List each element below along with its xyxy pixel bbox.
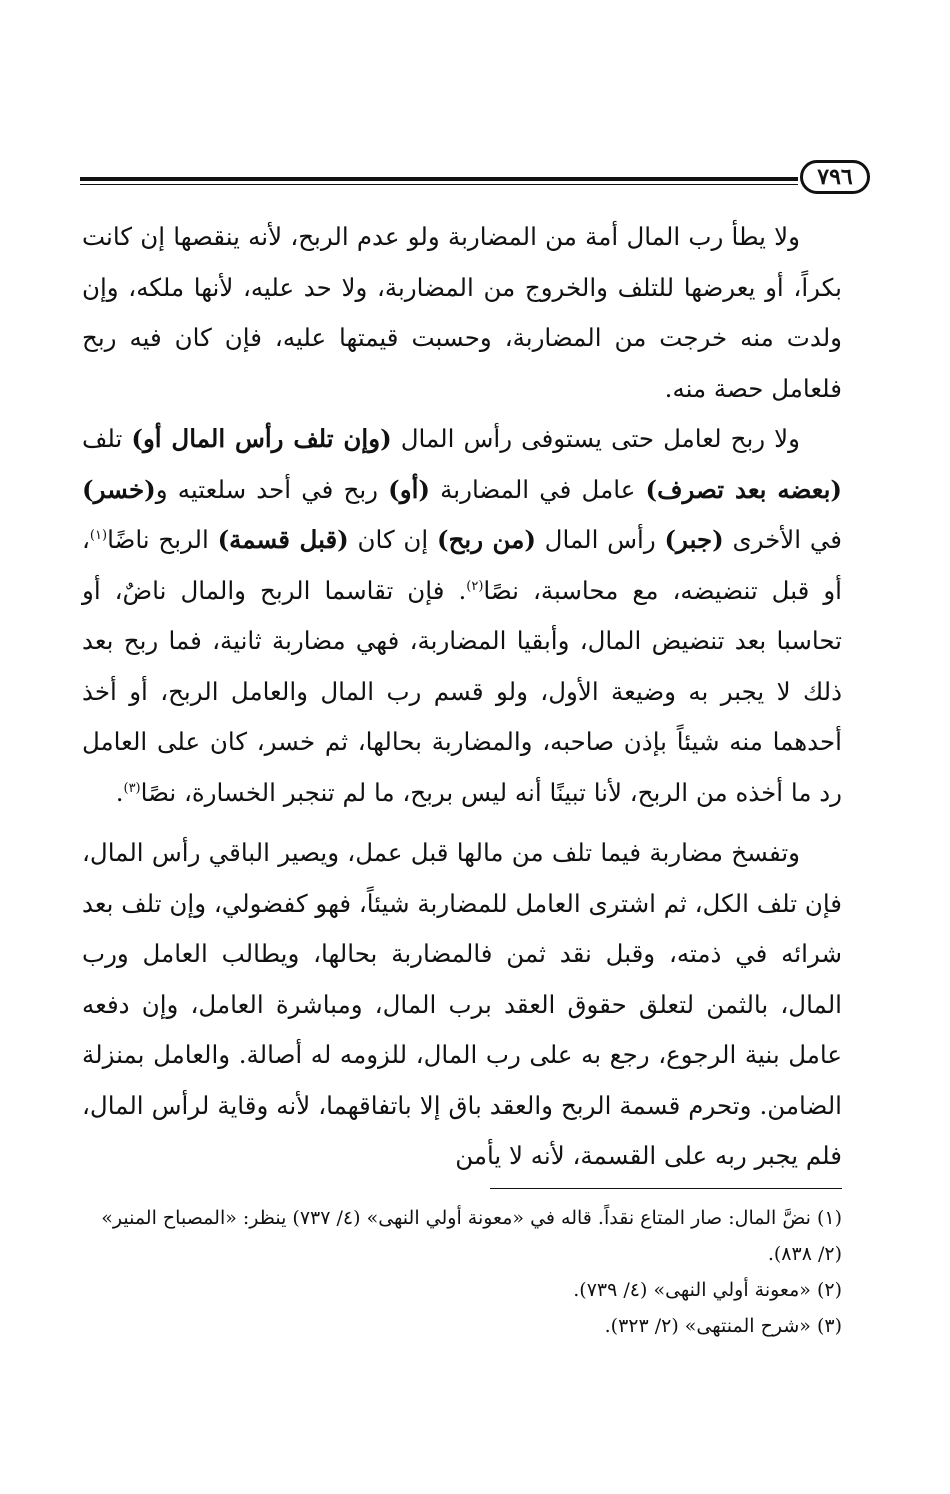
- text-run: ، أو قبل تنضيضه، مع محاسبة، نصًا: [82, 525, 842, 605]
- footnotes: [82, 1200, 842, 1344]
- matn-quote: (من ربح): [436, 525, 536, 554]
- text-run: في الأخرى: [723, 525, 842, 554]
- footnote-text: «معونة أولي النهى» (٤/ ٧٣٩).: [573, 1279, 811, 1301]
- footnote-separator: [490, 1188, 842, 1189]
- footnote-number: (١): [816, 1207, 842, 1229]
- footnote-2: [82, 1272, 842, 1308]
- text-run: الربح ناضًا: [107, 525, 218, 554]
- footnote-text: نضَّ المال: صار المتاع نقداً. قاله في «معونة أولي النهى» (٤/ ٧٣٧) ينظر: «المصباح المنير» (٢/ ٨٣٨).: [101, 1207, 842, 1265]
- text-run: تلف: [82, 424, 132, 453]
- footnote-ref-3[interactable]: (٣): [123, 780, 141, 796]
- footnote-number: (٢): [816, 1279, 842, 1301]
- text-run: إن كان: [348, 525, 437, 554]
- paragraph-3: وتفسخ مضاربة فيما تلف من مالها قبل عمل، ويصير الباقي رأس المال، فإن تلف الكل، ثم اشترى العامل للمضاربة شيئاً، فهو كفضولي، وإن تلف بعد شرائه في ذمته، وقبل نقد ثمن فالمضاربة بحالها، ويطالب العامل ورب المال، بالثمن لتعلق حقوق العقد برب المال، ومباشرة العامل، وإن دفعه عامل بنية الرجوع، رجع به على رب المال، للزومه له أصالة. والعامل بمنزلة الضامن. وتحرم قسمة الربح والعقد باق إلا باتفاقهما، لأنه وقاية لرأس المال، فلم يجبر ربه على القسمة، لأنه لا يأمن: [82, 838, 842, 1170]
- matn-quote: (أو): [388, 474, 430, 504]
- footnote-ref-1[interactable]: (١): [89, 527, 108, 543]
- footnote-1: [82, 1200, 842, 1272]
- text-run: . فإن تقاسما الربح والمال ناضٌ، أو تحاسبا بعد تنضيض المال، وأبقيا المضاربة، فهي مضاربة ثانية، فما ربح بعد ذلك لا يجبر به وضيعة الأول، ولو قسم رب المال والعامل الربح، أو أخذ أحدهما منه شيئاً بإذن صاحبه، والمضاربة بحالها، ثم خسر، كان على العامل رد ما أخذه من الربح، لأنا تبينًا أنه ليس بربح، ما لم تنجبر الخسارة، نصًا: [82, 575, 842, 807]
- header-rule-thick: [80, 177, 798, 181]
- matn-quote: (وإن تلف رأس المال أو): [131, 424, 392, 453]
- header-rule-thin: [80, 184, 798, 185]
- matn-quote: (جبر): [664, 525, 724, 554]
- matn-quote: (قبل قسمة): [217, 525, 349, 554]
- text-run: رأس المال: [535, 525, 665, 554]
- footnote-text: «شرح المنتهى» (٢/ ٣٢٣).: [604, 1315, 811, 1337]
- text-run: .: [115, 777, 124, 807]
- footnote-3: [82, 1308, 842, 1344]
- text-run: ولا ربح لعامل حتى يستوفى رأس المال: [391, 424, 800, 453]
- matn-quote: (بعضه بعد تصرف): [645, 474, 842, 504]
- page-number: ٧٩٦: [800, 160, 870, 194]
- matn-quote: (خسر): [82, 474, 156, 504]
- main-text: [82, 212, 842, 1182]
- text-run: عامل في المضاربة: [430, 474, 646, 504]
- page-header: [80, 160, 870, 200]
- paragraph-1: ولا يطأ رب المال أمة من المضاربة ولو عدم الربح، لأنه ينقصها إن كانت بكراً، أو يعرضها للتلف والخروج من المضاربة، ولا حد عليه، لأنها ملكه، وإن ولدت منه خرجت من المضاربة، وحسبت قيمتها عليه، فإن كان فيه ربح فلعامل حصة منه.: [82, 222, 842, 403]
- footnote-ref-2[interactable]: (٢): [466, 578, 484, 594]
- paragraph-2: [82, 414, 842, 818]
- footnote-number: (٣): [816, 1315, 842, 1337]
- text-run: ربح في أحد سلعتيه و: [155, 474, 389, 504]
